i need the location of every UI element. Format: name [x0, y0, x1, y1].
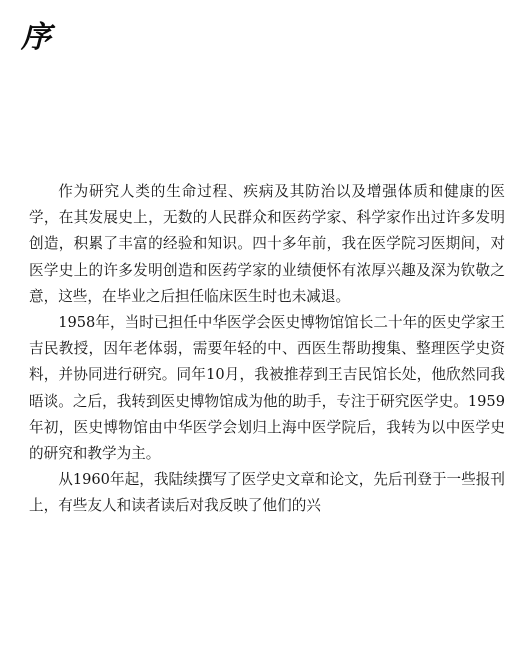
paragraph-2: 1958年，当时已担任中华医学会医史博物馆馆长二十年的医史学家王吉民教授，因年老体弱，需要年轻的中、西医生帮助搜集、整理医学史资料，并协同进行研究。同年10月，我被推荐到王吉民馆长处，他欣然同我晤谈。之后，我转到医史博物馆成为他的助手，专注于研究医学史。1959年初，医史博物馆由中华医学会划归上海中医学院后，我转为以中医学史的研究和教学为主。 — [29, 314, 505, 463]
page-title: 序 — [21, 20, 52, 55]
paragraph-3: 从1960年起，我陆续撰写了医学史文章和论文，先后刊登于一些报刊上，有些友人和读者读后对我反映了他们的兴 — [29, 471, 505, 515]
paragraph-1: 作为研究人类的生命过程、疾病及其防治以及增强体质和健康的医学，在其发展史上，无数的人民群众和医药学家、科学家作出过许多发明创造，积累了丰富的经验和知识。四十多年前，我在医学院习医期间，对医学史上的许多发明创造和医药学家的业绩便怀有浓厚兴趣及深为钦敬之意，这些，在毕业之后担任临床医生时也未减退。 — [29, 183, 505, 305]
body-text — [29, 179, 505, 520]
